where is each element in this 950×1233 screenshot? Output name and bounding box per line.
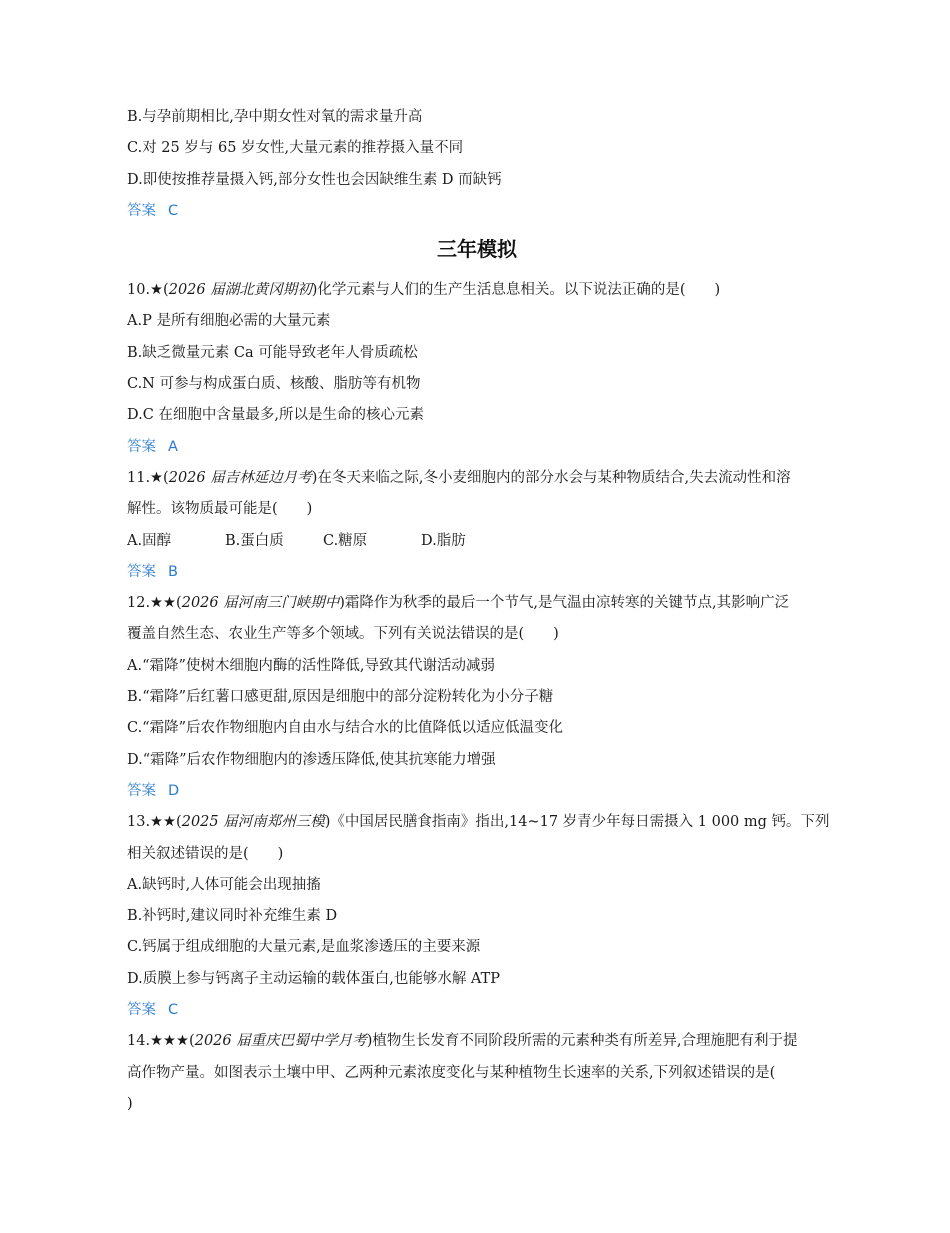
answer-row bbox=[127, 776, 827, 807]
option-c: C.钙属于组成细胞的大量元素,是血浆渗透压的主要来源 bbox=[127, 939, 481, 956]
question-14-stem bbox=[127, 1026, 827, 1057]
answer-label: 答案 bbox=[127, 438, 156, 455]
document-page bbox=[127, 102, 830, 1120]
question-number: 14.★★★( bbox=[127, 1033, 195, 1050]
question-11-stem bbox=[127, 463, 827, 494]
question-14-stem-cont: 高作物产量。如图表示土壤中甲、乙两种元素浓度变化与某种植物生长速率的关系,下列叙述错误的是( bbox=[127, 1064, 776, 1081]
options-row bbox=[127, 526, 827, 557]
option-b: B.补钙时,建议同时补充维生素 D bbox=[127, 908, 338, 925]
question-number: 12.★★( bbox=[127, 595, 182, 612]
question-text: )化学元素与人们的生产生活息息相关。以下说法正确的是( ) bbox=[311, 282, 721, 299]
question-12-stem bbox=[127, 588, 827, 619]
option-d: D.脂肪 bbox=[421, 532, 466, 549]
answer-row bbox=[127, 432, 827, 463]
section-title: 三年模拟 bbox=[437, 237, 517, 262]
answer-value: A bbox=[168, 438, 178, 455]
question-text: )植物生长发育不同阶段所需的元素种类有所差异,合理施肥有利于提 bbox=[366, 1033, 798, 1050]
answer-value: C bbox=[168, 1002, 179, 1019]
answer-row bbox=[127, 196, 827, 227]
option-a: A.缺钙时,人体可能会出现抽搐 bbox=[127, 876, 321, 893]
question-number: 13.★★( bbox=[127, 814, 182, 831]
question-13-stem-cont: 相关叙述错误的是( ) bbox=[127, 845, 284, 862]
question-source: 2025 届河南郑州三模 bbox=[181, 814, 325, 831]
question-number: 10.★( bbox=[127, 282, 169, 299]
answer-row bbox=[127, 557, 827, 588]
option-b: B.与孕前期相比,孕中期女性对氧的需求量升高 bbox=[127, 109, 423, 125]
option-d: D.即使按推荐量摄入钙,部分女性也会因缺维生素 D 而缺钙 bbox=[127, 171, 502, 188]
option-d: D.质膜上参与钙离子主动运输的载体蛋白,也能够水解 ATP bbox=[127, 970, 501, 987]
answer-value: D bbox=[168, 782, 180, 799]
question-source: 2026 届湖北黄冈期初 bbox=[168, 282, 312, 299]
answer-label: 答案 bbox=[127, 782, 156, 799]
question-10-stem bbox=[127, 275, 827, 306]
option-c: C.N 可参与构成蛋白质、核酸、脂肪等有机物 bbox=[127, 376, 421, 393]
option-b: B.“霜降”后红薯口感更甜,原因是细胞中的部分淀粉转化为小分子糖 bbox=[127, 689, 554, 706]
question-12-stem-cont: 覆盖自然生态、农业生产等多个领域。下列有关说法错误的是( ) bbox=[127, 626, 559, 643]
answer-value: C bbox=[168, 202, 179, 219]
question-14-stem-end: ) bbox=[127, 1095, 133, 1112]
question-13-stem bbox=[127, 807, 830, 838]
question-text: )在冬天来临之际,冬小麦细胞内的部分水会与某种物质结合,失去流动性和溶 bbox=[311, 469, 791, 486]
question-number: 11.★( bbox=[127, 469, 169, 486]
option-a: A.固醇 bbox=[127, 532, 172, 549]
option-c: C.糖原 bbox=[323, 532, 368, 549]
question-source: 2026 届吉林延边月考 bbox=[168, 469, 312, 486]
answer-row bbox=[127, 995, 827, 1026]
option-d: D.“霜降”后农作物细胞内的渗透压降低,使其抗寒能力增强 bbox=[127, 751, 496, 768]
option-c: C.对 25 岁与 65 岁女性,大量元素的推荐摄入量不同 bbox=[127, 140, 464, 157]
question-11-stem-cont: 解性。该物质最可能是( ) bbox=[127, 501, 313, 518]
option-b: B.缺乏微量元素 Ca 可能导致老年人骨质疏松 bbox=[127, 344, 418, 361]
option-c: C.“霜降”后农作物细胞内自由水与结合水的比值降低以适应低温变化 bbox=[127, 720, 564, 737]
question-text: )霜降作为秋季的最后一个节气,是气温由凉转寒的关键节点,其影响广泛 bbox=[339, 595, 790, 612]
question-source: 2026 届重庆巴蜀中学月考 bbox=[194, 1033, 367, 1050]
option-b: B.蛋白质 bbox=[225, 532, 284, 549]
answer-value: B bbox=[168, 563, 178, 580]
question-text: )《中国居民膳食指南》指出,14~17 岁青少年每日需摄入 1 000 mg 钙。下列 bbox=[324, 814, 830, 831]
option-d: D.C 在细胞中含量最多,所以是生命的核心元素 bbox=[127, 407, 425, 424]
option-a: A.P 是所有细胞必需的大量元素 bbox=[127, 313, 331, 330]
answer-label: 答案 bbox=[127, 1002, 156, 1019]
answer-label: 答案 bbox=[127, 202, 156, 219]
option-a: A.“霜降”使树木细胞内酶的活性降低,导致其代谢活动减弱 bbox=[127, 657, 496, 674]
question-source: 2026 届河南三门峡期中 bbox=[181, 595, 340, 612]
answer-label: 答案 bbox=[127, 563, 156, 580]
